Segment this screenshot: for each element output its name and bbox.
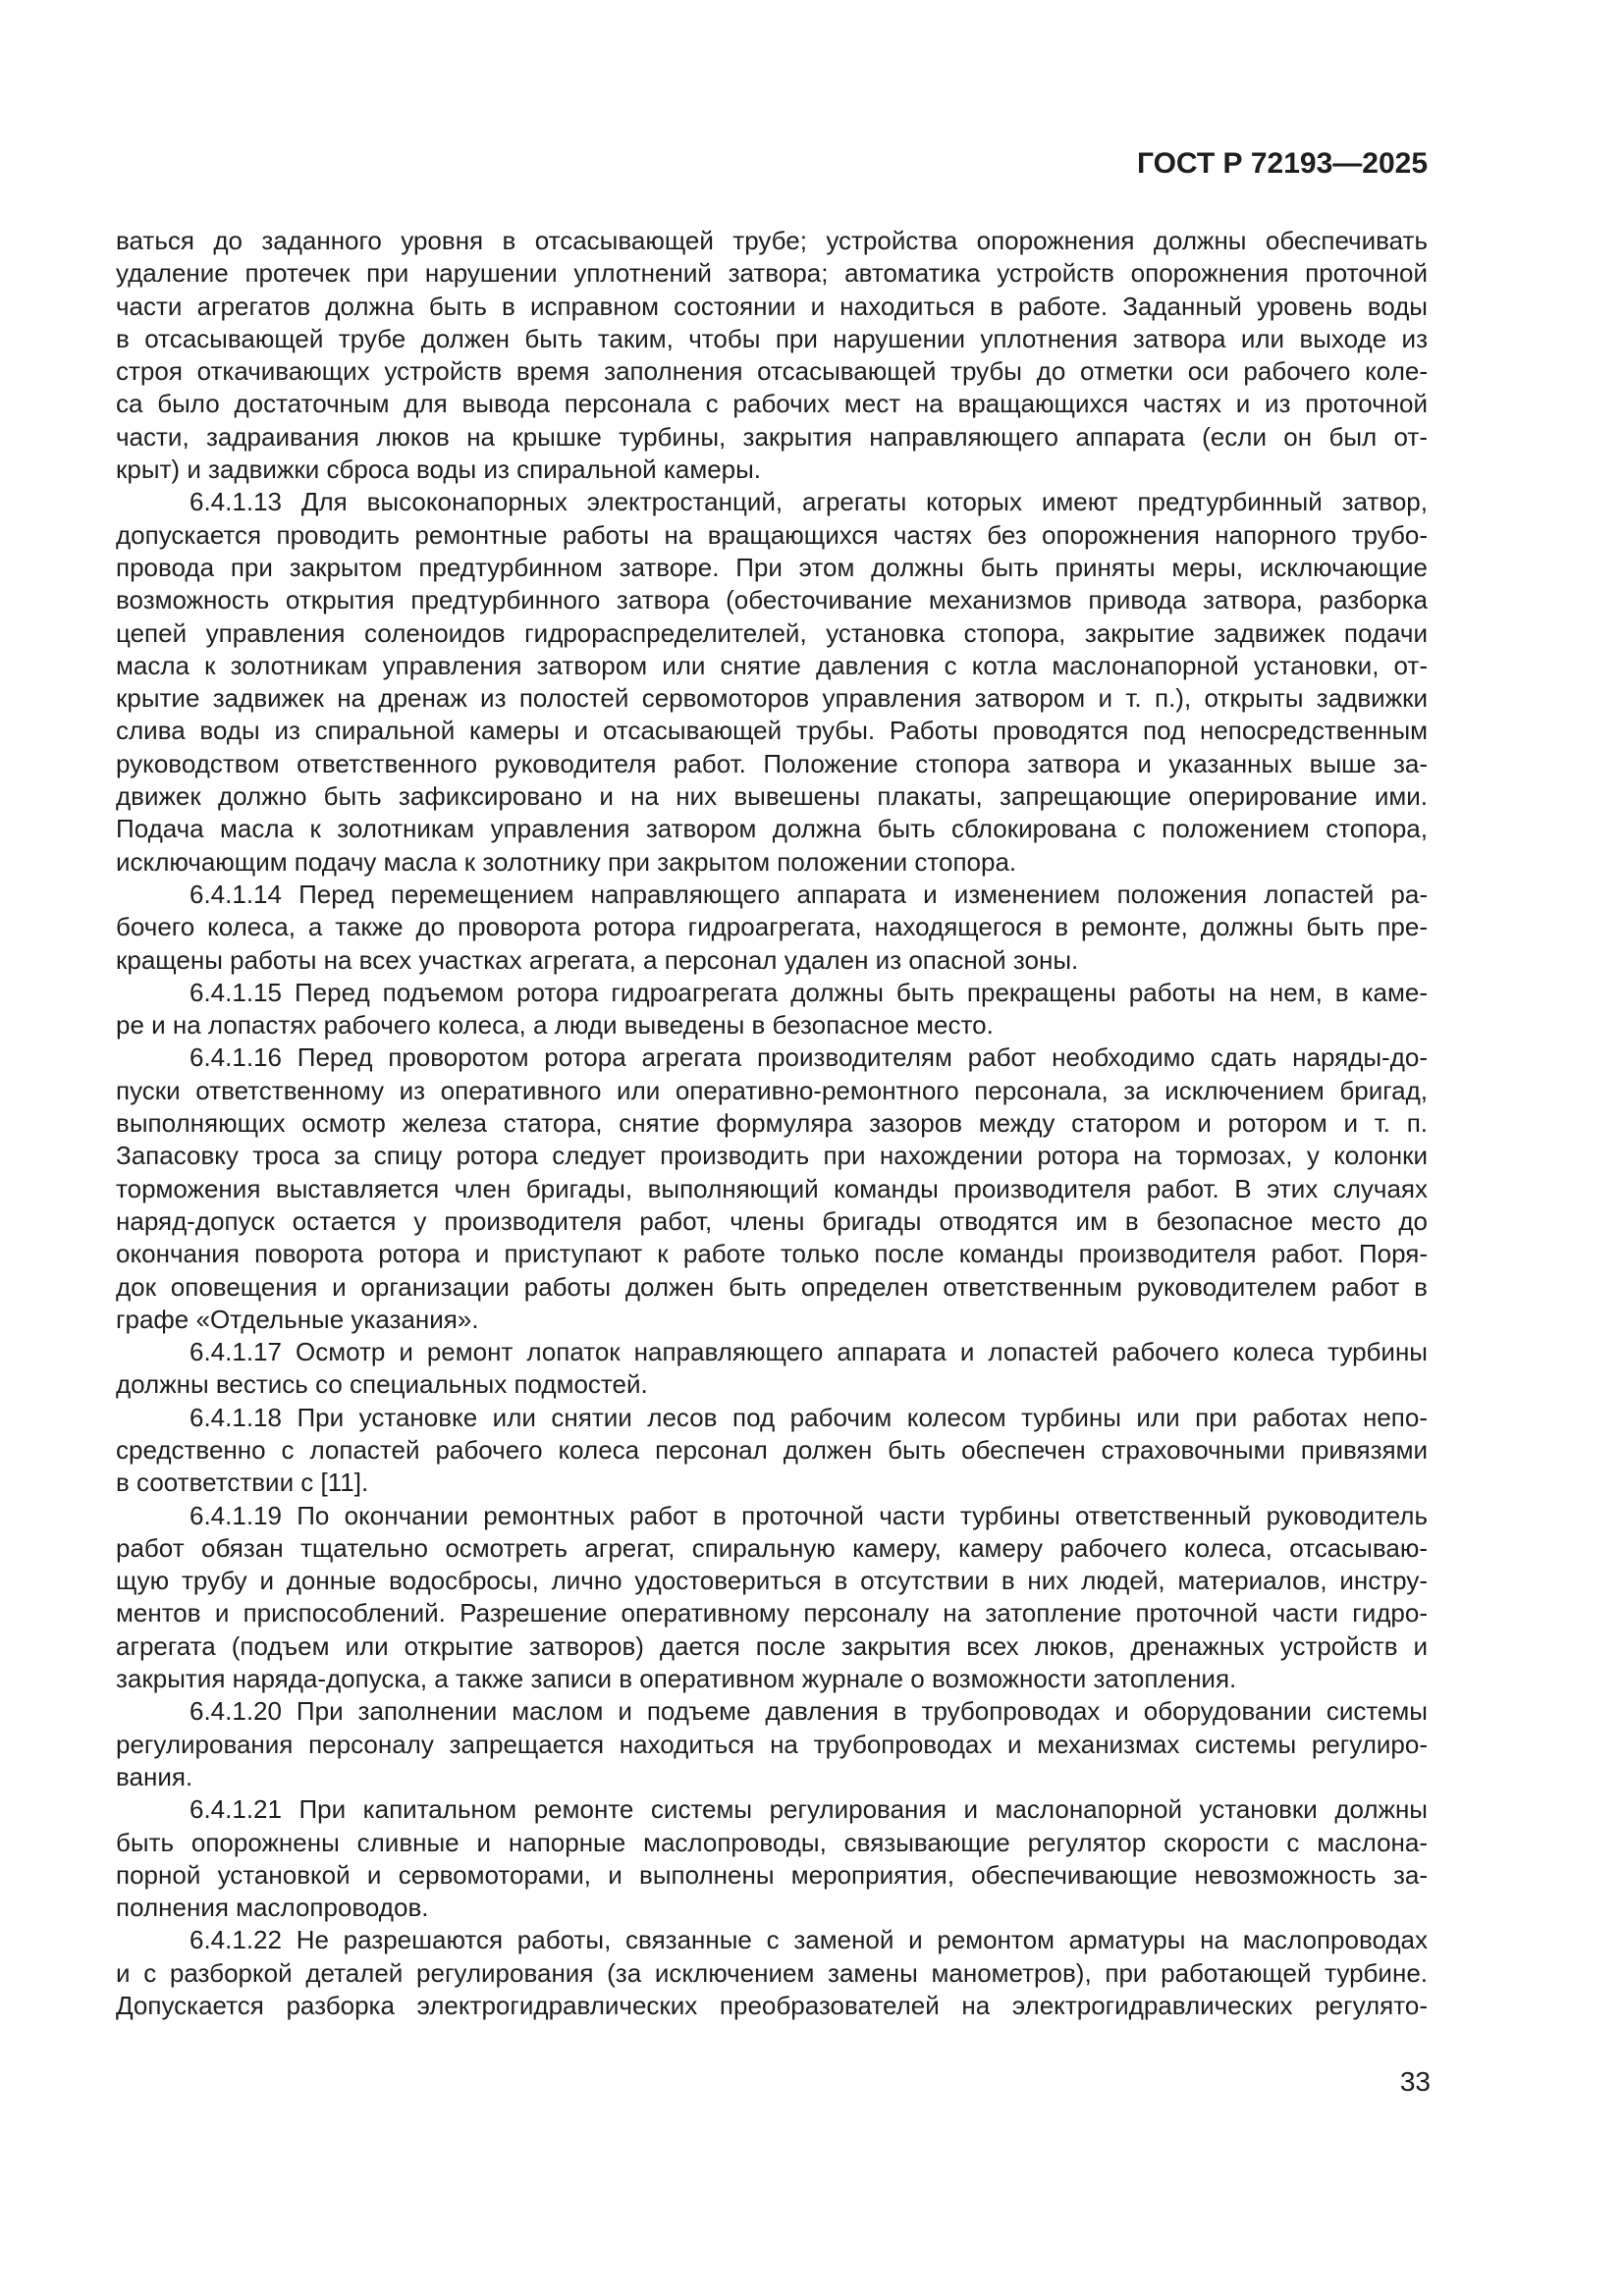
text-line: пуски ответственному из оперативного или оперативно-ремонтного персонала, за исключением бригад, — [116, 1075, 1428, 1105]
text-line: Подача масла к золотникам управления затвором должна быть сблокирована с положением стопора, — [116, 814, 1428, 844]
text-line: кращены работы на всех участках агрегата, а персонал удален из опасной зоны. — [116, 944, 1079, 975]
text-line: щую трубу и донные водосбросы, лично удостовериться в отсутствии в них людей, материалов, инстру- — [116, 1566, 1428, 1596]
text-line: закрытия наряда-допуска, а также записи в оперативном журнале о возможности затопления. — [116, 1664, 1237, 1694]
text-line: масла к золотникам управления затвором или снятие давления с котла маслонапорной установки, от- — [116, 650, 1428, 680]
standard-code-header: ГОСТ Р 72193—2025 — [1136, 147, 1428, 180]
text-line: работ обязан тщательно осмотреть агрегат, спиральную камеру, камеру рабочего колеса, отсасываю- — [116, 1532, 1428, 1563]
text-line: док оповещения и организации работы должен быть определен ответственным руководителем работ в — [116, 1271, 1428, 1302]
text-line: быть опорожнены сливные и напорные маслопроводы, связывающие регулятор скорости с маслона- — [116, 1827, 1428, 1857]
text-line: торможения выставляется член бригады, выполняющий команды производителя работ. В этих случаях — [116, 1173, 1428, 1203]
paragraph — [116, 1924, 1428, 2022]
text-line: средственно с лопастей рабочего колеса персонал должен быть обеспечен страховочными привязями — [116, 1434, 1428, 1465]
paragraph — [116, 225, 1428, 486]
text-line: Запасовку троса за спицу ротора следует производить при нахождении ротора на тормозах, у колонки — [116, 1141, 1428, 1171]
text-line: вания. — [116, 1761, 193, 1791]
text-line: 6.4.1.13 Для высоконапорных электростанций, агрегаты которых имеют предтурбинный затвор, — [189, 487, 1428, 517]
text-line: движек должно быть зафиксировано и на них вывешены плакаты, запрещающие оперирование ими. — [116, 781, 1428, 812]
paragraph — [116, 977, 1428, 1042]
text-line: крытие задвижек на дренаж из полостей сервомоторов управления затвором и т. п.), открыты задвижки — [116, 683, 1428, 714]
paragraph — [116, 1402, 1428, 1500]
text-line: 6.4.1.17 Осмотр и ремонт лопаток направляющего аппарата и лопастей рабочего колеса турбины — [189, 1337, 1428, 1367]
paragraph — [116, 1041, 1428, 1336]
paragraph — [116, 1500, 1428, 1696]
text-line: цепей управления соленоидов гидрораспределителей, установка стопора, закрытие задвижек подачи — [116, 617, 1428, 648]
text-line: графе «Отдельные указания». — [116, 1304, 479, 1334]
text-line: строя откачивающих устройств время заполнения отсасывающей трубы до отметки оси рабочего коле- — [116, 356, 1428, 387]
text-line: и с разборкой деталей регулирования (за исключением замены манометров), при работающей турбине. — [116, 1957, 1428, 1988]
text-line: бочего колеса, а также до проворота ротора гидроагрегата, находящегося в ремонте, должны быть пре- — [116, 912, 1428, 942]
text-line: провода при закрытом предтурбинном затворе. При этом должны быть приняты меры, исключающие — [116, 552, 1428, 582]
paragraph — [116, 1793, 1428, 1924]
text-line: выполняющих осмотр железа статора, снятие формуляра зазоров между статором и ротором и т. п. — [116, 1108, 1428, 1139]
text-line: слива воды из спиральной камеры и отсасывающей трубы. Работы проводятся под непосредственным — [116, 716, 1428, 746]
text-line: в отсасывающей трубе должен быть таким, чтобы при нарушении уплотнения затвора или выходе из — [116, 323, 1428, 353]
text-line: 6.4.1.14 Перед перемещением направляющего аппарата и изменением положения лопастей ра- — [189, 879, 1428, 909]
text-line: крыт) и задвижки сброса воды из спиральной камеры. — [116, 454, 762, 485]
text-line: 6.4.1.15 Перед подъемом ротора гидроагрегата должны быть прекращены работы на нем, в каме- — [189, 977, 1428, 1007]
document-body — [116, 225, 1428, 2022]
paragraph — [116, 1336, 1428, 1402]
text-line: в соответствии с [11]. — [116, 1468, 369, 1498]
text-line: ментов и приспособлений. Разрешение оперативному персоналу на затопление проточной части гидро- — [116, 1598, 1428, 1629]
text-line: возможность открытия предтурбинного затвора (обесточивание механизмов привода затвора, разборка — [116, 585, 1428, 615]
text-line: агрегата (подъем или открытие затворов) дается после закрытия всех люков, дренажных устройств и — [116, 1630, 1428, 1661]
paragraph — [116, 1695, 1428, 1793]
paragraph — [116, 879, 1428, 977]
text-line: ваться до заданного уровня в отсасывающей трубе; устройства опорожнения должны обеспечивать — [116, 226, 1428, 255]
text-line: исключающим подачу масла к золотнику при закрытом положении стопора. — [116, 846, 1017, 877]
text-line: Допускается разборка электрогидравлических преобразователей на электрогидравлических регулято- — [116, 1991, 1428, 2021]
text-line: 6.4.1.21 При капитальном ремонте системы регулирования и маслонапорной установки должны — [189, 1794, 1428, 1825]
text-line: должны вестись со специальных подмостей. — [116, 1369, 648, 1400]
page-number: 33 — [1399, 2066, 1431, 2097]
text-line: ре и на лопастях рабочего колеса, а люди выведены в безопасное место. — [116, 1010, 994, 1041]
text-line: порной установкой и сервомоторами, и выполнены мероприятия, обеспечивающие невозможность за- — [116, 1859, 1428, 1890]
text-line: 6.4.1.19 По окончании ремонтных работ в проточной части турбины ответственный руководитель — [189, 1500, 1428, 1530]
text-line: части агрегатов должна быть в исправном состоянии и находиться в работе. Заданный уровень воды — [116, 291, 1428, 321]
text-line: удаление протечек при нарушении уплотнений затвора; автоматика устройств опорожнения проточной — [116, 258, 1428, 289]
text-line: са было достаточным для вывода персонала с рабочих мест на вращающихся частях и из проточной — [116, 389, 1428, 419]
text-line: 6.4.1.20 При заполнении маслом и подъеме давления в трубопроводах и оборудовании системы — [189, 1696, 1428, 1727]
text-line: 6.4.1.18 При установке или снятии лесов под рабочим колесом турбины или при работах непо- — [189, 1402, 1428, 1432]
text-line: окончания поворота ротора и приступают к работе только после команды производителя работ. Поря- — [116, 1239, 1428, 1269]
text-line: полнения маслопроводов. — [116, 1893, 429, 1923]
text-line: наряд-допуск остается у производителя работ, члены бригады отводятся им в безопасное место до — [116, 1205, 1428, 1236]
text-line: допускается проводить ремонтные работы на вращающихся частях без опорожнения напорного трубо- — [116, 519, 1428, 550]
text-line: регулирования персоналу запрещается находиться на трубопроводах и механизмах системы регулиро- — [116, 1729, 1428, 1759]
text-line: части, задраивания люков на крышке турбины, закрытия направляющего аппарата (если он был от- — [116, 421, 1428, 452]
paragraph — [116, 486, 1428, 879]
text-line: руководством ответственного руководителя работ. Положение стопора затвора и указанных выше за- — [116, 748, 1428, 778]
text-line: 6.4.1.22 Не разрешаются работы, связанные с заменой и ремонтом арматуры на маслопроводах — [189, 1925, 1428, 1955]
text-line: 6.4.1.16 Перед проворотом ротора агрегата производителям работ необходимо сдать наряды-до- — [189, 1042, 1428, 1073]
